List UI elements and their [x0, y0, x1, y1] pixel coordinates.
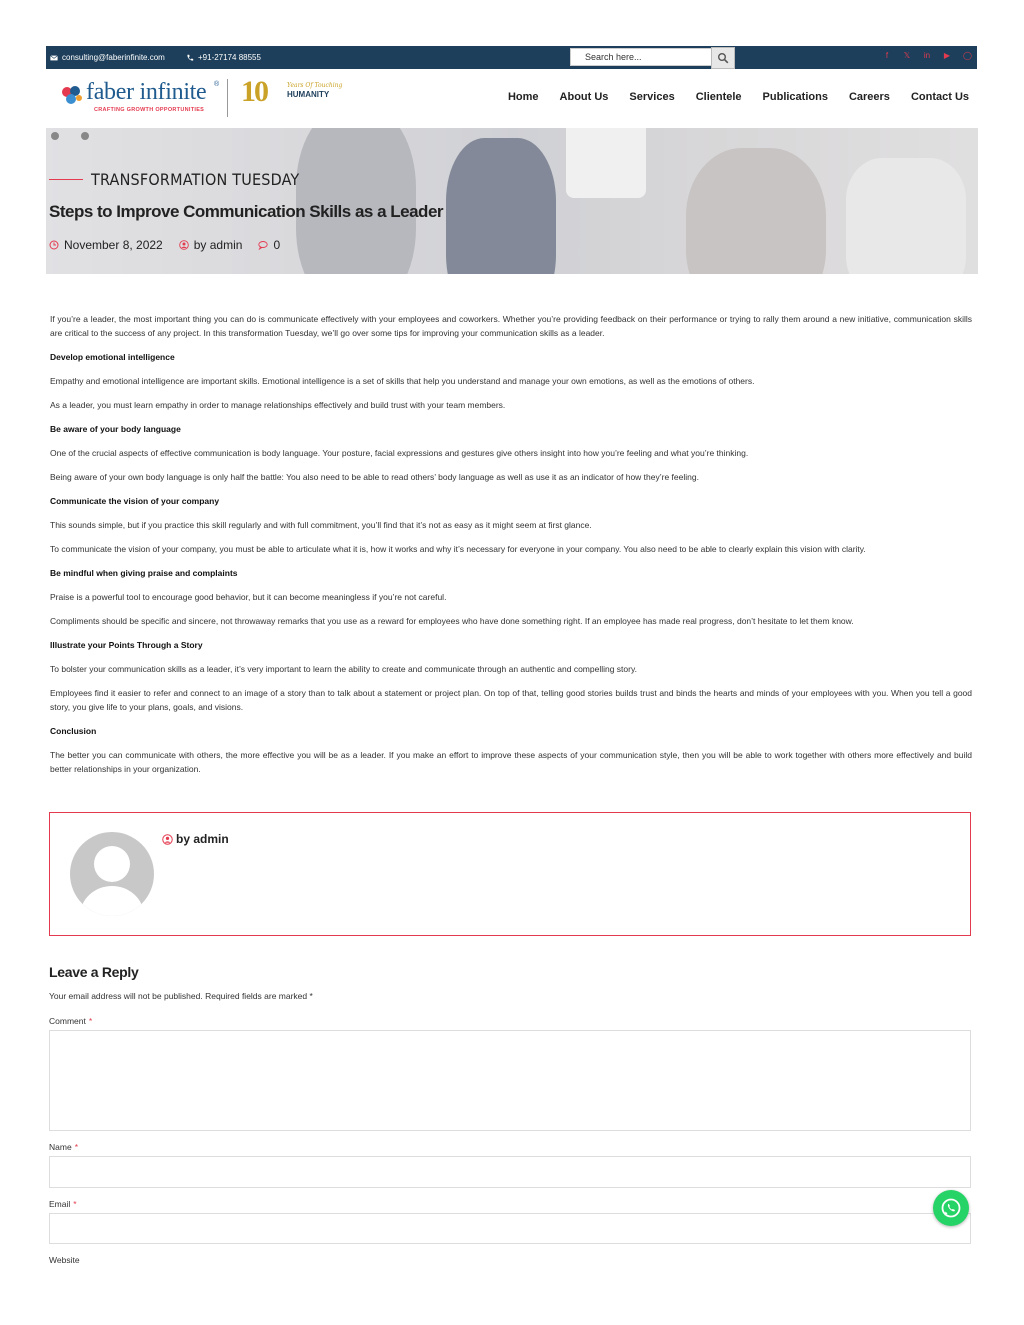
reply-note: Your email address will not be published. Required fields are marked * [49, 991, 313, 1001]
reply-title: Leave a Reply [49, 964, 139, 980]
logo-divider [227, 79, 228, 117]
nav-careers[interactable]: Careers [848, 91, 890, 103]
name-label [49, 1142, 78, 1152]
comment-label [49, 1016, 92, 1026]
anniversary-number: 10 [241, 75, 267, 108]
article-paragraph: This sounds simple, but if you practice this skill regularly and with full commitment, you’ll find that it’s not as easy as it might seem at first glance. [50, 520, 592, 530]
slider-dot[interactable] [51, 132, 59, 140]
comment-textarea[interactable] [49, 1030, 971, 1131]
search-icon [717, 52, 729, 64]
anniversary-humanity: HUMANITY [287, 90, 330, 99]
logo-text: faber infinite [86, 79, 207, 105]
user-icon [179, 240, 189, 250]
post-date[interactable] [49, 238, 163, 252]
top-bar [46, 46, 977, 69]
slider-dot[interactable] [81, 132, 89, 140]
phone-icon [186, 54, 194, 62]
article-heading: Conclusion [50, 726, 97, 736]
logo-tagline: CRAFTING GROWTH OPPORTUNITIES [94, 107, 205, 113]
article-paragraph: The better you can communicate with others, the more effective you will be as a leader. If you make an effort to improve these aspects of your communication style, then you will be able to work together with others more effectively and build better relationships in your organization. [50, 750, 972, 774]
post-title: Steps to Improve Communication Skills as a Leader [49, 202, 444, 221]
nav-contact-us[interactable]: Contact Us [910, 91, 969, 103]
whatsapp-icon [939, 1196, 963, 1220]
article-heading: Communicate the vision of your company [50, 496, 220, 506]
article-heading: Be mindful when giving praise and complaints [50, 568, 238, 578]
post-meta [49, 238, 280, 252]
nav-publications[interactable]: Publications [762, 91, 828, 103]
article-paragraph: To bolster your communication skills as a leader, it’s very important to learn the ability to create and communicate through an authentic and compelling story. [50, 664, 637, 674]
youtube-icon[interactable]: ▶ [943, 51, 951, 60]
logo-registered-mark: ® [214, 81, 220, 88]
search-button[interactable] [711, 47, 735, 69]
article-heading: Develop emotional intelligence [50, 352, 175, 362]
envelope-icon [50, 54, 58, 62]
article-heading: Be aware of your body language [50, 424, 181, 434]
faber-infinite-logo[interactable] [58, 79, 223, 119]
avatar-head [94, 846, 130, 882]
facebook-icon[interactable]: f [885, 51, 889, 60]
phone-contact[interactable] [186, 53, 261, 62]
article-paragraph: As a leader, you must learn empathy in order to manage relationships effectively and build trust with your team members. [50, 400, 506, 410]
name-field[interactable] [49, 1156, 971, 1188]
post-category[interactable] [49, 170, 299, 189]
article-paragraph: If you’re a leader, the most important thing you can do is communicate effectively with your employees and coworkers. Whether you’re providing feedback on their performance or trying to rally them around a new initiative, communication skills are critical to the success of any project. In this transformation Tuesday, we’ll go over some tips for improving your communication skills as a leader. [50, 314, 972, 338]
website-label: Website [49, 1255, 80, 1265]
article-paragraph: Praise is a powerful tool to encourage good behavior, but it can become meaningless if you’re not careful. [50, 592, 447, 602]
author-name: by admin [176, 832, 229, 846]
article-heading: Illustrate your Points Through a Story [50, 640, 203, 650]
site-header [46, 69, 977, 128]
nav-clientele[interactable]: Clientele [695, 91, 742, 103]
user-icon [162, 834, 173, 845]
main-nav [508, 91, 969, 103]
article-paragraph: Compliments should be specific and sincere, not throwaway remarks that you use as a reward for employees who have done something right. If an employee has made real progress, don’t hesitate to let them know. [50, 616, 854, 626]
category-label: TRANSFORMATION TUESDAY [91, 170, 300, 189]
clock-icon [49, 240, 59, 250]
post-date-text: November 8, 2022 [64, 238, 163, 252]
avatar-body [80, 886, 144, 916]
anniversary-years: Years Of Touching [287, 82, 343, 89]
twitter-icon[interactable]: 𝕏 [903, 51, 911, 60]
logo-mark-icon [58, 82, 86, 110]
article-paragraph: Employees find it easier to refer and connect to an image of a story than to talk about a statement or project plan. On top of that, telling good stories builds trust and binds the hearts and minds of your employees with you. When you tell a good story, you give life to your plans, goals, and visions. [50, 688, 972, 712]
article-paragraph: To communicate the vision of your company, you must be able to articulate what it is, how it works and why it’s necessary for everyone in your company. You also need to be able to clearly explain this vision with clarity. [50, 544, 866, 554]
required-mark: * [74, 1142, 78, 1152]
search-input[interactable]: Search here... [570, 48, 734, 66]
nav-about-us[interactable]: About Us [559, 91, 609, 103]
email-text: consulting@faberinfinite.com [62, 53, 165, 62]
post-author-text: by admin [193, 238, 243, 252]
phone-text: +91-27174 88555 [198, 53, 261, 62]
email-contact[interactable] [50, 53, 165, 62]
author-name-link[interactable] [162, 832, 229, 846]
article-body [50, 312, 972, 786]
linkedin-icon[interactable]: in [923, 51, 931, 60]
post-comments-count: 0 [273, 238, 281, 252]
name-label-text: Name [49, 1142, 72, 1152]
social-links [883, 51, 971, 60]
comment-icon [258, 240, 268, 250]
email-label-text: Email [49, 1199, 71, 1209]
instagram-icon[interactable]: ◯ [963, 51, 972, 60]
whatsapp-button[interactable] [933, 1190, 969, 1226]
hero-banner [46, 128, 978, 274]
article-paragraph: One of the crucial aspects of effective communication is body language. Your posture, facial expressions and gestures give others insight into how you’re feeling and what you’re thinking. [50, 448, 749, 458]
post-comments[interactable] [258, 238, 280, 252]
article-paragraph: Empathy and emotional intelligence are important skills. Emotional intelligence is a set of skills that help you understand and manage your own emotions, as well as the emotions of others. [50, 376, 755, 386]
email-field[interactable] [49, 1213, 971, 1244]
required-mark: * [73, 1199, 77, 1209]
article-paragraph: Being aware of your own body language is only half the battle: You also need to be able to read others’ body language as well as use it as an indicator of how they’re feeling. [50, 472, 699, 482]
anniversary-logo [241, 75, 351, 115]
required-mark: * [88, 1016, 93, 1026]
hero-overlay [46, 128, 978, 274]
author-box [49, 812, 971, 936]
nav-home[interactable]: Home [507, 91, 539, 103]
email-label [49, 1199, 77, 1209]
nav-services[interactable]: Services [629, 91, 675, 103]
category-line [49, 179, 83, 180]
comment-label-text: Comment [49, 1016, 86, 1026]
post-author[interactable] [179, 238, 243, 252]
avatar [70, 832, 154, 916]
